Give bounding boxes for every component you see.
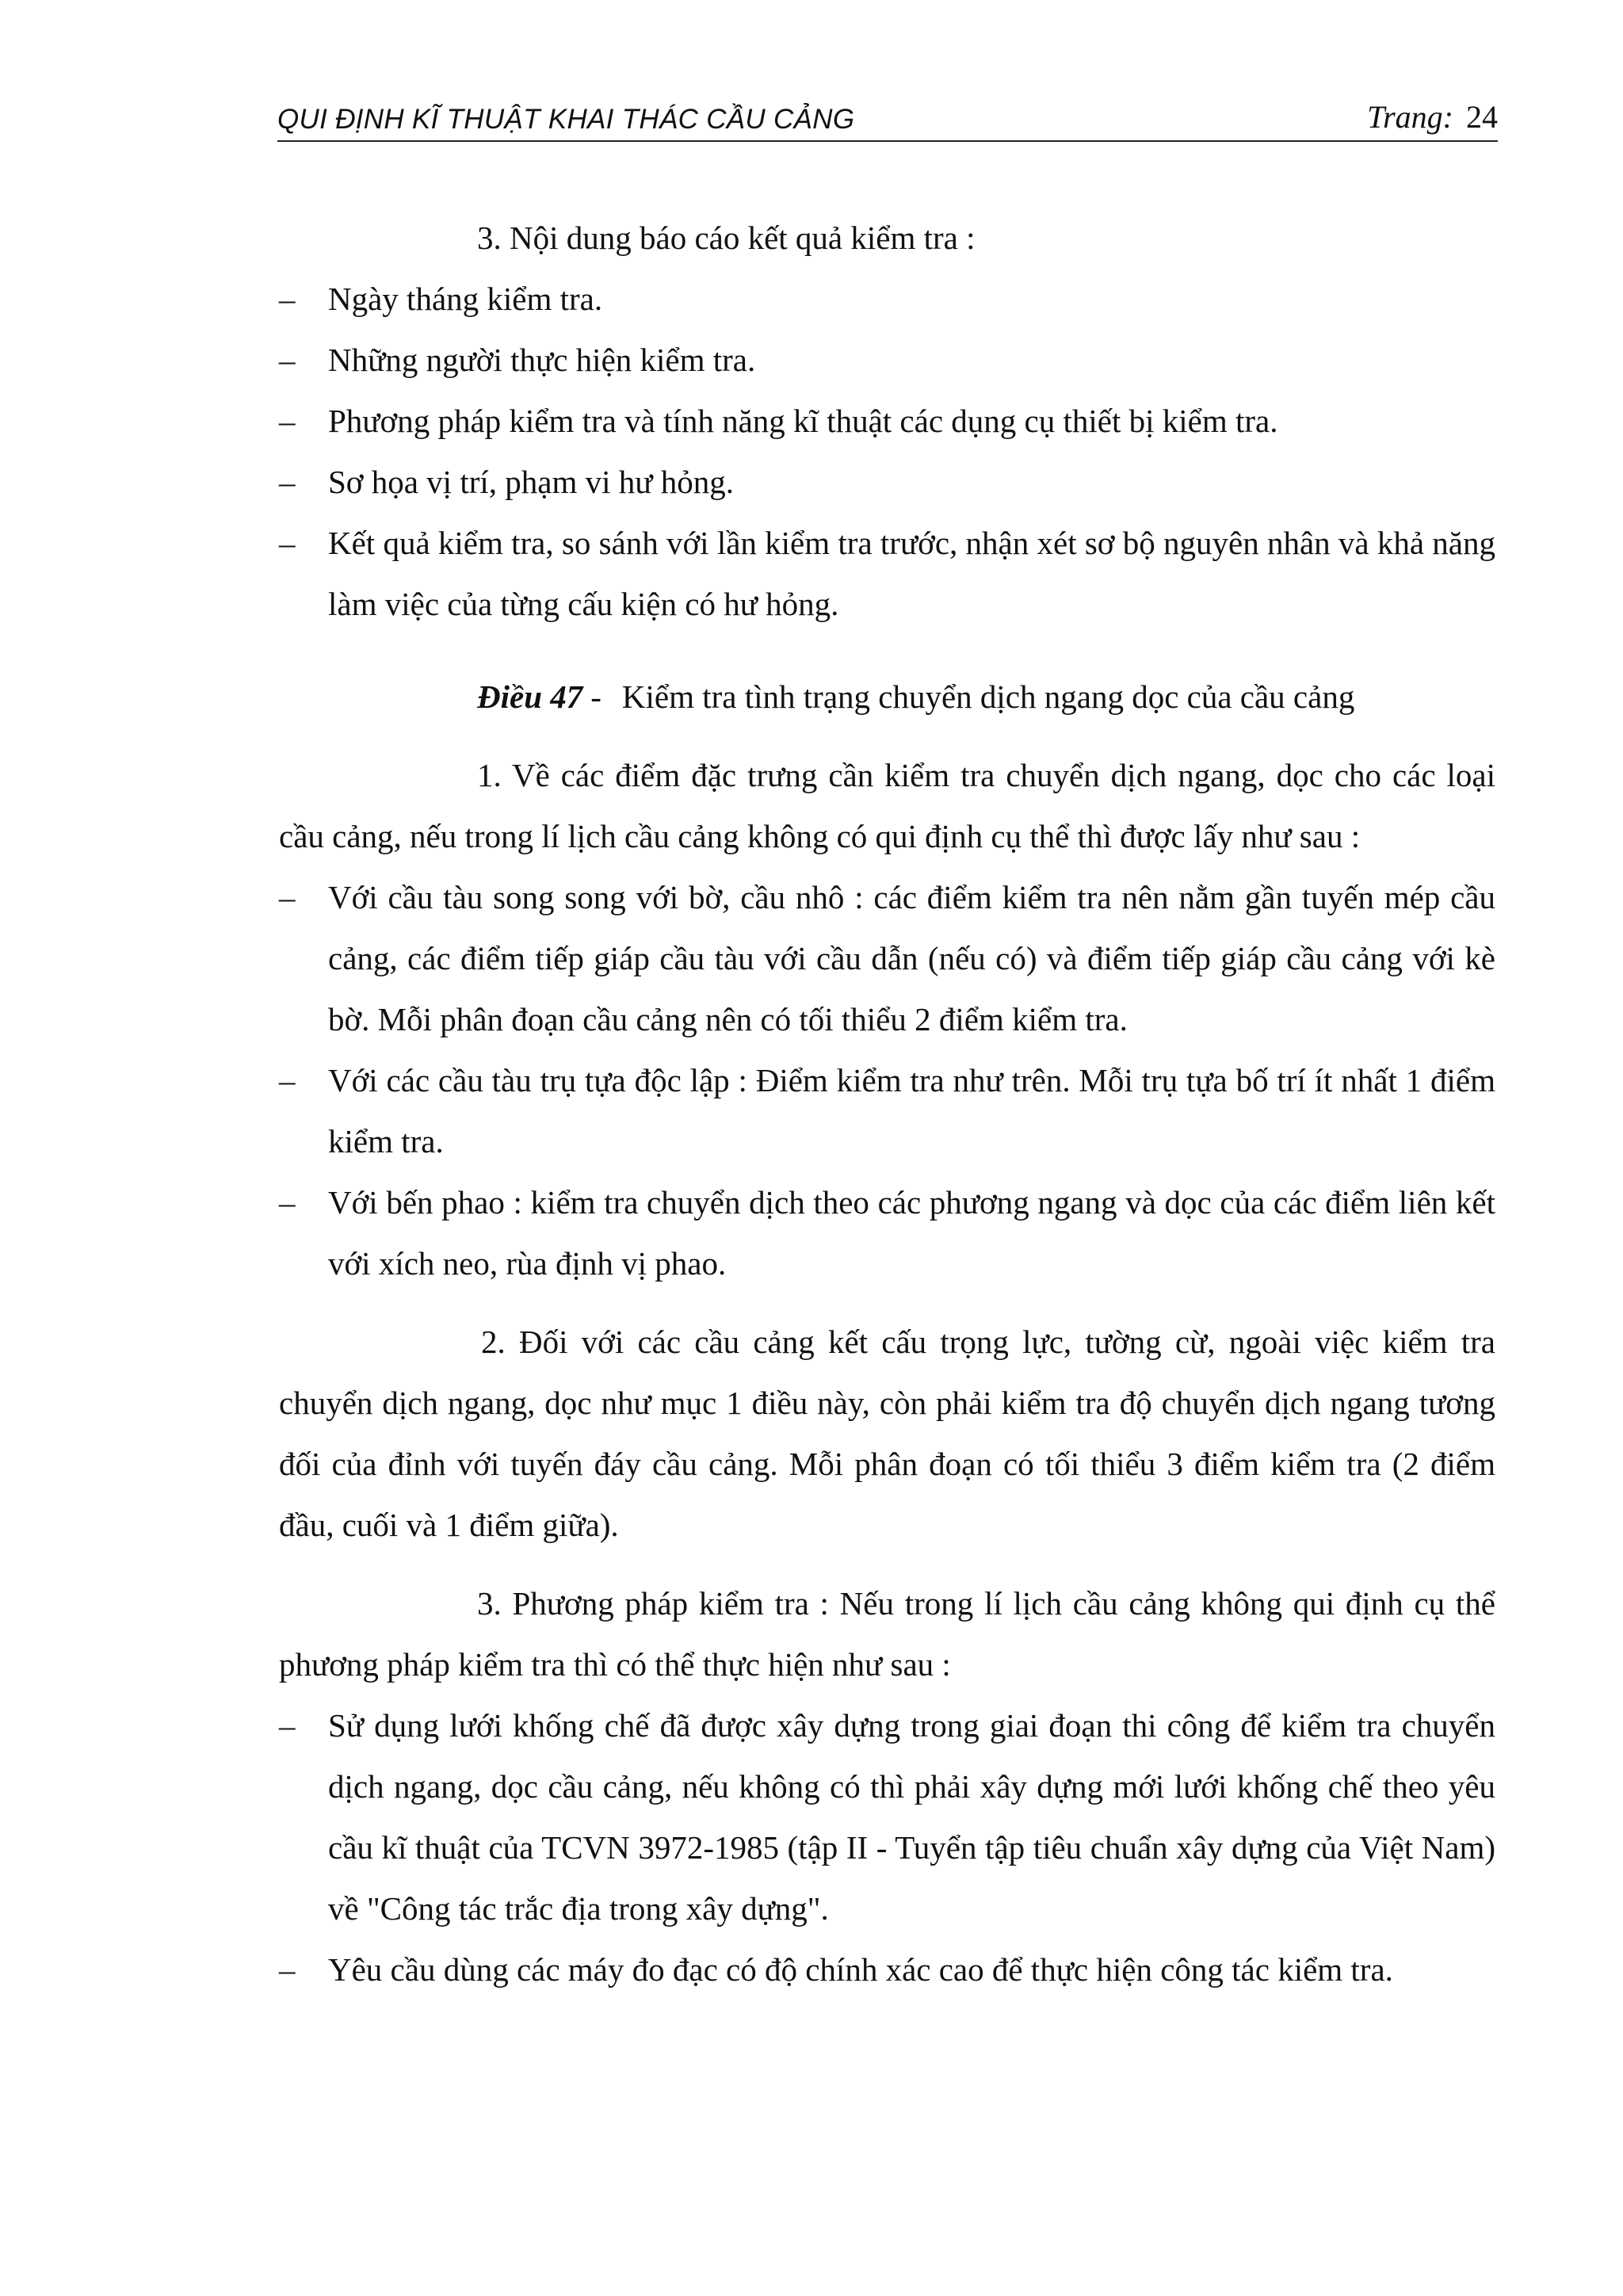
bullet-dash: –	[279, 879, 296, 915]
list-item	[279, 1939, 1495, 2000]
bullet-dash: –	[279, 342, 296, 378]
paragraph-3: 3. Phương pháp kiểm tra : Nếu trong lí lịch cầu cảng không qui định cụ thể phương pháp kiểm tra thì có thể thực hiện như sau :	[279, 1585, 1495, 1683]
page-header	[277, 91, 1498, 142]
list-item	[279, 867, 1495, 1050]
bullet-dash: –	[279, 464, 296, 500]
document-body	[279, 208, 1495, 2000]
page-number: 24	[1466, 99, 1498, 135]
section-heading: 3. Nội dung báo cáo kết quả kiểm tra :	[477, 220, 976, 256]
list-item-text: Sơ họa vị trí, phạm vi hư hỏng.	[328, 464, 734, 500]
list-item-text: Với các cầu tàu trụ tựa độc lập : Điểm kiểm tra như trên. Mỗi trụ tựa bố trí ít nhất 1 điểm kiểm tra.	[328, 1062, 1495, 1159]
page-label: Trang:	[1367, 99, 1453, 135]
list-item-text: Với bến phao : kiểm tra chuyển dịch theo các phương ngang và dọc của các điểm liên kết với xích neo, rùa định vị phao.	[328, 1184, 1495, 1282]
list-item-text: Phương pháp kiểm tra và tính năng kĩ thuật các dụng cụ thiết bị kiểm tra.	[328, 403, 1278, 439]
bullet-dash: –	[279, 281, 296, 317]
article-number: Điều 47	[477, 678, 583, 715]
list-item	[279, 330, 1495, 391]
list-item-text: Yêu cầu dùng các máy đo đạc có độ chính xác cao để thực hiện công tác kiểm tra.	[328, 1951, 1393, 1988]
list-item	[279, 391, 1495, 452]
document-title: QUI ĐỊNH KĨ THUẬT KHAI THÁC CẦU CẢNG	[277, 104, 855, 135]
list-item	[279, 452, 1495, 513]
list-item-text: Kết quả kiểm tra, so sánh với lần kiểm tra trước, nhận xét sơ bộ nguyên nhân và khả năng làm việc của từng cấu kiện có hư hỏng.	[328, 525, 1495, 622]
list-item-text: Ngày tháng kiểm tra.	[328, 281, 603, 317]
bullet-dash: –	[279, 403, 296, 439]
list-item-text: Những người thực hiện kiểm tra.	[328, 342, 756, 378]
bullet-dash: –	[279, 1707, 296, 1744]
list-item	[279, 513, 1495, 635]
paragraph-1: 1. Về các điểm đặc trưng cần kiểm tra chuyển dịch ngang, dọc cho các loại cầu cảng, nếu trong lí lịch cầu cảng không có qui định cụ thể thì được lấy như sau :	[279, 757, 1495, 854]
article-heading	[279, 667, 1495, 728]
list-item	[279, 1050, 1495, 1172]
list-item	[279, 269, 1495, 330]
page-indicator	[1367, 98, 1498, 136]
list-item-text: Sử dụng lưới khống chế đã được xây dựng trong giai đoạn thi công để kiểm tra chuyển dịch ngang, dọc cầu cảng, nếu không có thì phải xây dựng mới lưới khống chế theo yêu cầu kĩ thuật của TCVN 3972-1985 (tập II - Tuyển tập tiêu chuẩn xây dựng của Việt Nam) về "Công tác trắc địa trong xây dựng".	[328, 1707, 1495, 1927]
list-item	[279, 1172, 1495, 1294]
list-item	[279, 1695, 1495, 1939]
bullet-dash: –	[279, 1062, 296, 1098]
paragraph-2: 2. Đối với các cầu cảng kết cấu trọng lực, tường cừ, ngoài việc kiểm tra chuyển dịch ngang, dọc như mục 1 điều này, còn phải kiểm tra độ chuyển dịch ngang tương đối của đỉnh với tuyến đáy cầu cảng. Mỗi phân đoạn có tối thiểu 3 điểm kiểm tra (2 điểm đầu, cuối và 1 điểm giữa).	[279, 1324, 1495, 1543]
bullet-dash: –	[279, 525, 296, 561]
bullet-dash: –	[279, 1951, 296, 1988]
article-title: Kiểm tra tình trạng chuyển dịch ngang dọc của cầu cảng	[621, 678, 1355, 715]
bullet-dash: –	[279, 1184, 296, 1221]
list-item-text: Với cầu tàu song song với bờ, cầu nhô : các điểm kiểm tra nên nằm gần tuyến mép cầu cảng, các điểm tiếp giáp cầu tàu với cầu dẫn (nếu có) và điểm tiếp giáp cầu cảng với kè bờ. Mỗi phân đoạn cầu cảng nên có tối thiểu 2 điểm kiểm tra.	[328, 879, 1495, 1037]
article-dash: -	[590, 678, 601, 715]
